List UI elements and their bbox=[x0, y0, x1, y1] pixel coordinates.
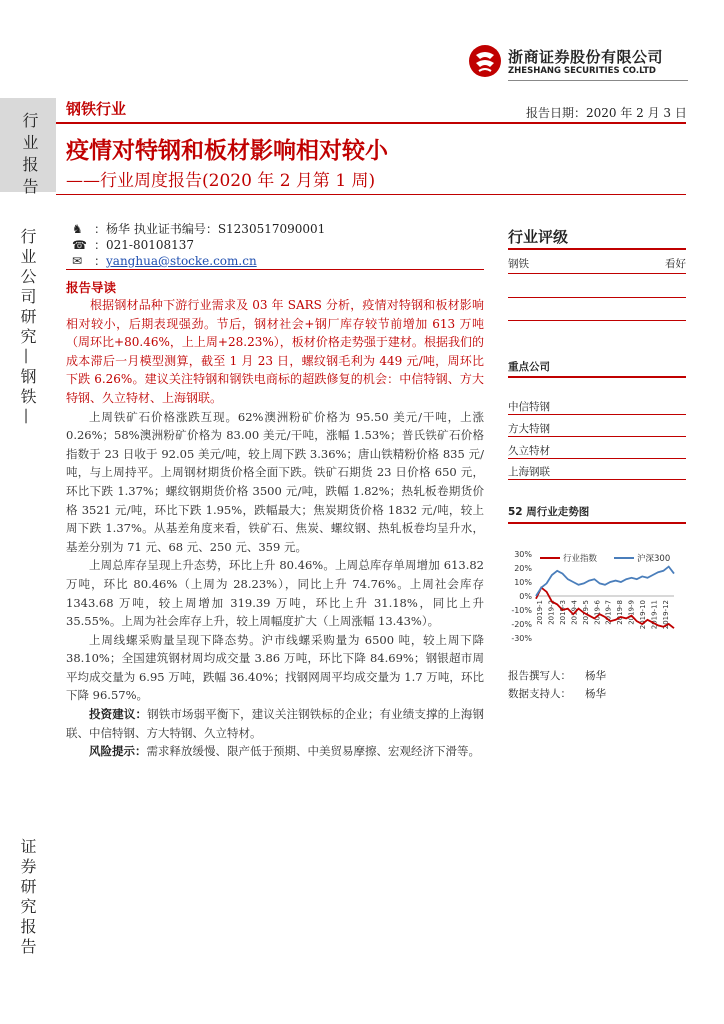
company-rule bbox=[508, 458, 686, 459]
advice-text: 钢铁市场弱平衡下，建议关注钢铁标的企业；有业绩支撑的上海钢联、中信特钢、方大特钢、久立特材。 bbox=[66, 707, 484, 740]
advice-paragraph bbox=[66, 705, 484, 742]
companies-rule bbox=[508, 376, 686, 378]
x-tick-label: 2019-3 bbox=[558, 600, 567, 625]
email-link[interactable]: yanghua@stocke.com.cn bbox=[106, 254, 257, 268]
x-tick-label: 2019-5 bbox=[581, 600, 590, 625]
side-research-label: 行业公司研究—钢铁— bbox=[18, 228, 37, 428]
supporter-line bbox=[508, 686, 606, 701]
rating-rule bbox=[508, 297, 686, 298]
y-tick-label: 30% bbox=[514, 550, 532, 559]
rating-rule bbox=[508, 273, 686, 274]
rating-value: 看好 bbox=[665, 258, 686, 270]
analyst-info: ：杨华 执业证书编号：S1230517090001 bbox=[94, 222, 326, 236]
guide-heading: 报告导读 bbox=[66, 280, 117, 295]
x-tick-label: 2019-10 bbox=[639, 600, 648, 630]
trend-chart bbox=[504, 546, 686, 662]
rating-heading: 行业评级 bbox=[508, 228, 569, 246]
header-rule bbox=[56, 122, 686, 124]
x-tick-label: 2019-4 bbox=[570, 600, 579, 625]
phone-contact bbox=[72, 236, 194, 253]
report-body bbox=[66, 296, 484, 761]
y-tick-label: 10% bbox=[514, 578, 532, 587]
supporter-label: 数据支持人： bbox=[508, 688, 571, 700]
company-item: 方大特钢 bbox=[508, 423, 550, 435]
x-tick-label: 2019-7 bbox=[604, 600, 613, 625]
x-tick-label: 2019-8 bbox=[616, 600, 625, 625]
side-securities-label: 证券研究报告 bbox=[18, 838, 37, 958]
rating-rule bbox=[508, 320, 686, 321]
company-rule bbox=[508, 479, 686, 480]
x-tick-label: 2019-2 bbox=[547, 600, 556, 625]
logo-name-cn: 浙商证券股份有限公司 bbox=[508, 48, 664, 66]
x-tick-label: 2019-11 bbox=[650, 600, 659, 630]
supporter-name: 杨华 bbox=[585, 688, 606, 700]
company-item: 上海钢联 bbox=[508, 466, 550, 478]
email-prefix: ： bbox=[94, 254, 107, 268]
industry-label: 钢铁行业 bbox=[66, 100, 127, 118]
page-subtitle: ——行业周度报告(2020 年 2 月第 1 周) bbox=[66, 171, 376, 191]
company-logo bbox=[468, 44, 678, 80]
chart-heading: 52 周行业走势图 bbox=[508, 506, 590, 518]
x-tick-label: 2019-12 bbox=[662, 600, 670, 630]
lead-paragraph: 根据钢材品种下游行业需求及 03 年 SARS 分析，疫情对特钢和板材影响相对较小，后期表现强劲。节后，钢材社会+钢厂库存较节前增加 613 万吨（周环比+80.46%，上上周+28.23%），板材价格走势强于建材。根据我们的成本滞后一月模型测算，截至 1 月 23 日，螺纹钢毛利为 449 元/吨，周环比下跌 6.26%。建议关注特钢和钢铁电商标的超跌修复的机会：中信特钢、方大特钢、久立特材、上海钢联。 bbox=[66, 298, 484, 405]
company-item: 中信特钢 bbox=[508, 401, 550, 413]
x-tick-label: 2019-1 bbox=[536, 600, 544, 625]
person-icon: ♞ bbox=[72, 222, 83, 236]
contact-rule bbox=[66, 269, 484, 270]
rating-industry: 钢铁 bbox=[508, 258, 529, 270]
writer-name: 杨华 bbox=[585, 670, 606, 682]
logo-mark-icon bbox=[468, 44, 502, 78]
risk-label: 风险提示： bbox=[89, 744, 147, 759]
legend-label: 行业指数 bbox=[563, 554, 598, 564]
risk-paragraph bbox=[66, 742, 484, 761]
rating-row bbox=[508, 256, 686, 271]
chart-rule bbox=[508, 522, 686, 524]
body-paragraph-inventory: 上周总库存呈现上升态势，环比上升 80.46%。上周总库存单周增加 613.82 万吨，环比 80.46%（上周为 28.23%），同比上升 74.76%。上周社会库存 1343.68 万吨，较上周增加 319.39 万吨，环比上升 31.18%，同比上升 35.55%。上周为社会库存上升，较上周幅度扩大（上周涨幅 13.43%）。 bbox=[66, 558, 484, 629]
phone-number: ：021-80108137 bbox=[94, 238, 195, 252]
writer-label: 报告撰写人： bbox=[508, 670, 571, 682]
series-line bbox=[536, 567, 674, 596]
side-category-label: 行业报告 bbox=[20, 112, 39, 200]
phone-icon: ☎ bbox=[72, 238, 87, 252]
rating-rule bbox=[508, 248, 686, 250]
y-tick-label: 20% bbox=[514, 564, 532, 573]
email-contact bbox=[72, 252, 257, 269]
companies-heading: 重点公司 bbox=[508, 361, 550, 373]
body-paragraph-ore: 上周铁矿石价格涨跌互现。62%澳洲粉矿价格为 95.50 美元/干吨，上涨 0.26%；58%澳洲粉矿价格为 83.00 美元/干吨，涨幅 1.53%；普氏铁矿石价格指数于 23 日收于 92.05 美元/吨，较上周下跌 3.36%；唐山铁精粉价格 835 元/吨，与上周持平。上周钢材期货价格全面下跌。铁矿石期货 23 日价格 650 元，环比下跌 1.37%；螺纹钢期货价格 3500 元/吨，跌幅 1.82%；热轧板卷期货价格 3521 元/吨，环比下跌 1.95%，跌幅最大；焦炭期货价格 1832 元/吨，较上周下跌 1.37%。从基差角度来看，铁矿石、焦炭、螺纹钢、热轧板卷均呈升水，基差分别为 71 元、68 元、250 元、359 元。 bbox=[66, 409, 484, 554]
legend-label: 沪深300 bbox=[637, 554, 671, 564]
x-tick-label: 2019-9 bbox=[627, 600, 636, 625]
y-tick-label: -10% bbox=[511, 606, 532, 615]
advice-label: 投资建议： bbox=[89, 707, 148, 722]
mail-icon: ✉ bbox=[72, 254, 83, 268]
logo-divider bbox=[508, 80, 688, 81]
company-item: 久立特材 bbox=[508, 445, 550, 457]
y-tick-label: -20% bbox=[511, 620, 532, 629]
company-rule bbox=[508, 436, 686, 437]
logo-name-en: ZHESHANG SECURITIES CO.LTD bbox=[508, 66, 656, 76]
body-paragraph-purchase: 上周线螺采购量呈现下降态势。沪市线螺采购量为 6500 吨，较上周下降 38.10%；全国建筑钢材周均成交量 3.86 万吨，环比下降 84.69%；钢银超市周平均成交量为 6.95 万吨，跌幅 36.40%；找钢网周平均成交量为 1.7 万吨，环比下降 96.57%。 bbox=[66, 632, 484, 703]
y-tick-label: -30% bbox=[511, 634, 532, 643]
page-title: 疫情对特钢和板材影响相对较小 bbox=[66, 138, 388, 164]
analyst-contact bbox=[72, 220, 325, 237]
writer-line bbox=[508, 668, 606, 683]
company-rule bbox=[508, 414, 686, 415]
y-tick-label: 0% bbox=[519, 592, 532, 601]
risk-text: 需求释放缓慢、限产低于预期、中美贸易摩擦、宏观经济下滑等。 bbox=[146, 744, 480, 759]
report-date: 报告日期：2020 年 2 月 3 日 bbox=[526, 106, 687, 120]
title-rule bbox=[56, 194, 686, 195]
x-tick-label: 2019-6 bbox=[593, 600, 602, 625]
